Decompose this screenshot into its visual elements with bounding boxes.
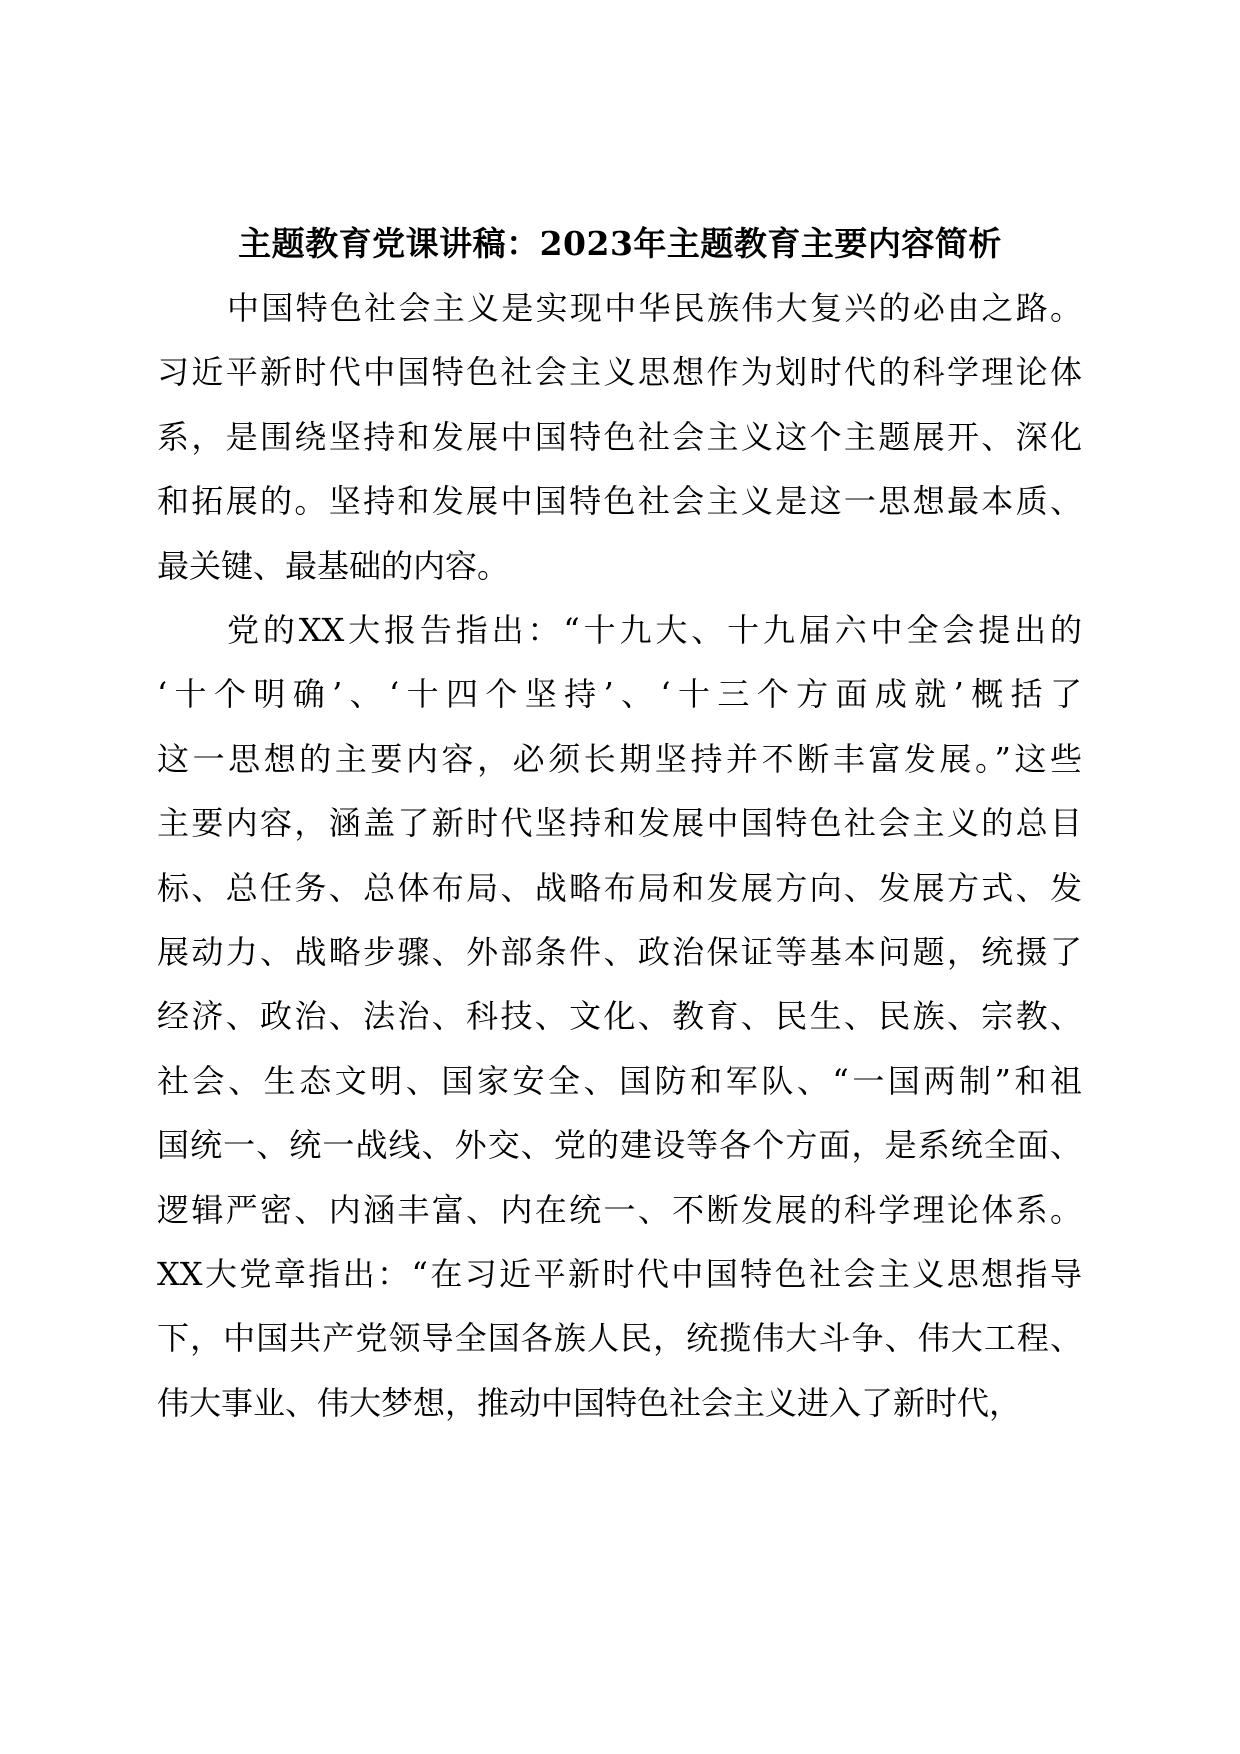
text-line: XX大党章指出：“在习近平新时代中国特色社会主义思想指导 <box>157 1254 1082 1293</box>
text-line: 系，是围绕坚持和发展中国特色社会主义这个主题展开、深化 <box>157 417 1082 456</box>
text-line: 党的XX大报告指出：“十九大、十九届六中全会提出的 <box>227 611 1082 649</box>
text-line: 经济、政治、法治、科技、文化、教育、民生、民族、宗教、 <box>157 997 1082 1036</box>
text-line: 中国特色社会主义是实现中华民族伟大复兴的必由之路。 <box>227 289 1082 327</box>
text-line: 最关键、最基础的内容。 <box>157 546 510 585</box>
text-line: ‘十个明确’、‘十四个坚持’、‘十三个方面成就’概括了 <box>157 675 1082 714</box>
text-line: 社会、生态文明、国家安全、国防和军队、“一国两制”和祖 <box>157 1061 1082 1100</box>
text-line: 和拓展的。坚持和发展中国特色社会主义是这一思想最本质、 <box>157 482 1082 521</box>
paragraph-1 <box>157 276 1082 598</box>
text-line: 展动力、战略步骤、外部条件、政治保证等基本问题，统摄了 <box>157 932 1082 971</box>
text-line: 伟大事业、伟大梦想，推动中国特色社会主义进入了新时代， <box>157 1383 1022 1422</box>
text-line: 标、总任务、总体布局、战略布局和发展方向、发展方式、发 <box>157 868 1082 907</box>
text-line: 这一思想的主要内容，必须长期坚持并不断丰富发展。”这些 <box>157 739 1082 778</box>
text-line: 逻辑严密、内涵丰富、内在统一、不断发展的科学理论体系。 <box>157 1190 1082 1229</box>
text-line: 主要内容，涵盖了新时代坚持和发展中国特色社会主义的总目 <box>157 804 1082 843</box>
document-title: 主题教育党课讲稿：2023年主题教育主要内容简析 <box>238 224 1002 263</box>
text-line: 国统一、统一战线、外交、党的建设等各个方面，是系统全面、 <box>157 1126 1082 1165</box>
text-line: 习近平新时代中国特色社会主义思想作为划时代的科学理论体 <box>157 353 1082 392</box>
text-line: 下，中国共产党领导全国各族人民，统揽伟大斗争、伟大工程、 <box>157 1319 1082 1358</box>
paragraph-2 <box>157 598 1082 1435</box>
